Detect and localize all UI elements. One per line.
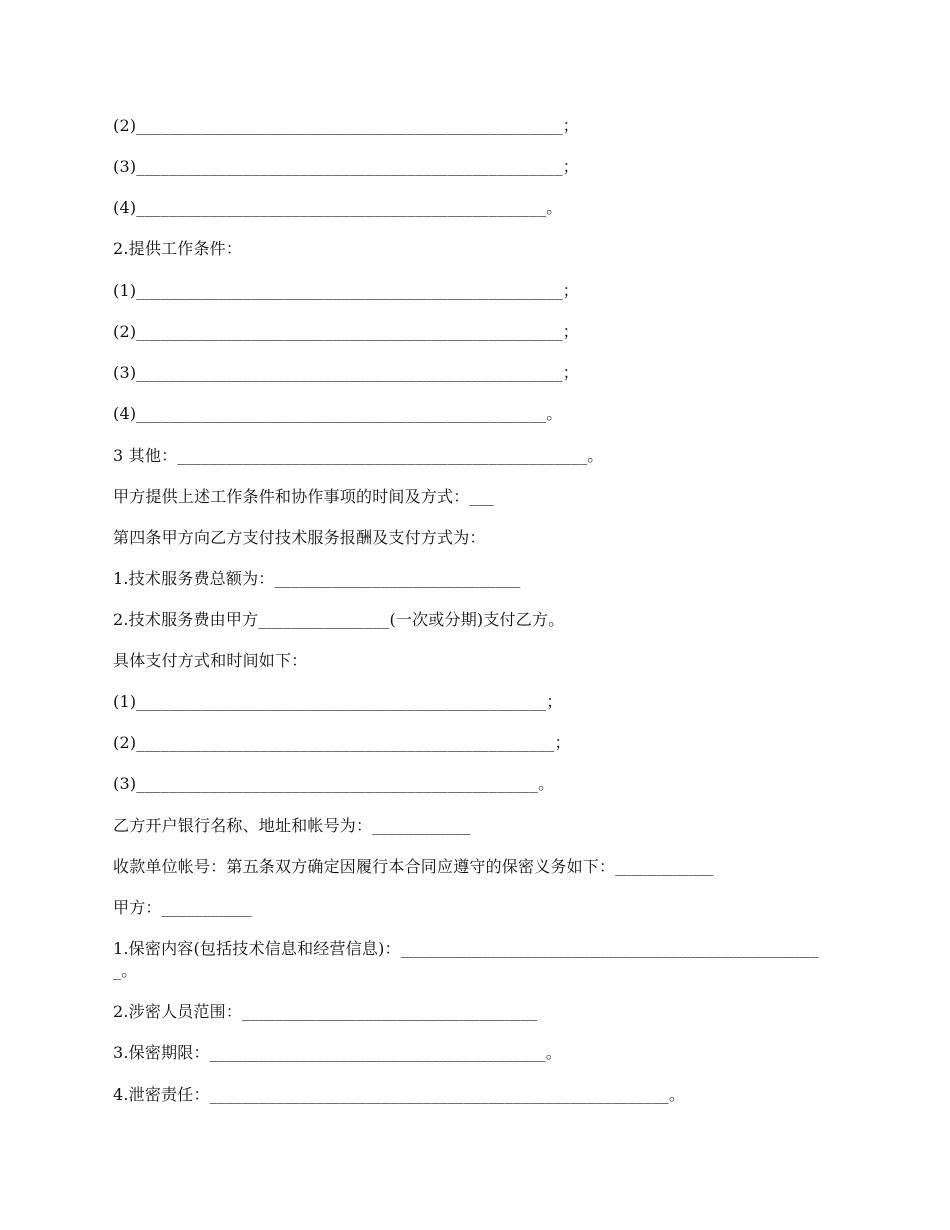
party-a-line: 甲方：___________: [113, 898, 252, 917]
payment-2-blank-line: (2)___________________________________________________；: [113, 733, 571, 752]
payment-schedule-heading: 具体支付方式和时间如下：: [113, 651, 308, 670]
payment-method-line: 2.技术服务费由甲方________________(一次或分期)支付乙方。: [113, 610, 565, 629]
item-4-blank-line: (4)__________________________________________________。: [113, 198, 563, 217]
payment-3-blank-line: (3)_________________________________________________。: [113, 774, 555, 793]
personnel-scope-line: 2.涉密人员范围：____________________________________: [113, 1002, 538, 1021]
condition-1-blank-line: (1)____________________________________________________；: [113, 281, 579, 300]
item-2-blank-line: (2)____________________________________________________；: [113, 116, 579, 135]
condition-3-blank-line: (3)____________________________________________________；: [113, 363, 579, 382]
disclosure-liability-line: 4.泄密责任：________________________________________________________。: [113, 1085, 686, 1104]
other-item-line: 3 其他：__________________________________________________。: [113, 446, 604, 465]
confidential-content-line: 1.保密内容(包括技术信息和经营信息)：____________________________________________________。: [113, 939, 819, 980]
payment-1-blank-line: (1)__________________________________________________；: [113, 692, 563, 711]
condition-4-blank-line: (4)__________________________________________________。: [113, 404, 563, 423]
confidentiality-article-line: 收款单位帐号：第五条双方确定因履行本合同应遵守的保密义务如下：____________: [113, 857, 714, 876]
time-and-method-line: 甲方提供上述工作条件和协作事项的时间及方式：___: [113, 487, 495, 506]
article-four-heading: 第四条甲方向乙方支付技术服务报酬及支付方式为：: [113, 528, 486, 547]
total-fee-line: 1.技术服务费总额为：______________________________: [113, 569, 521, 588]
condition-2-blank-line: (2)____________________________________________________；: [113, 322, 579, 341]
item-3-blank-line: (3)____________________________________________________；: [113, 157, 579, 176]
bank-account-line: 乙方开户银行名称、地址和帐号为：____________: [113, 816, 471, 835]
work-conditions-heading: 2.提供工作条件：: [113, 239, 243, 258]
confidentiality-period-line: 3.保密期限：_________________________________________。: [113, 1043, 563, 1062]
